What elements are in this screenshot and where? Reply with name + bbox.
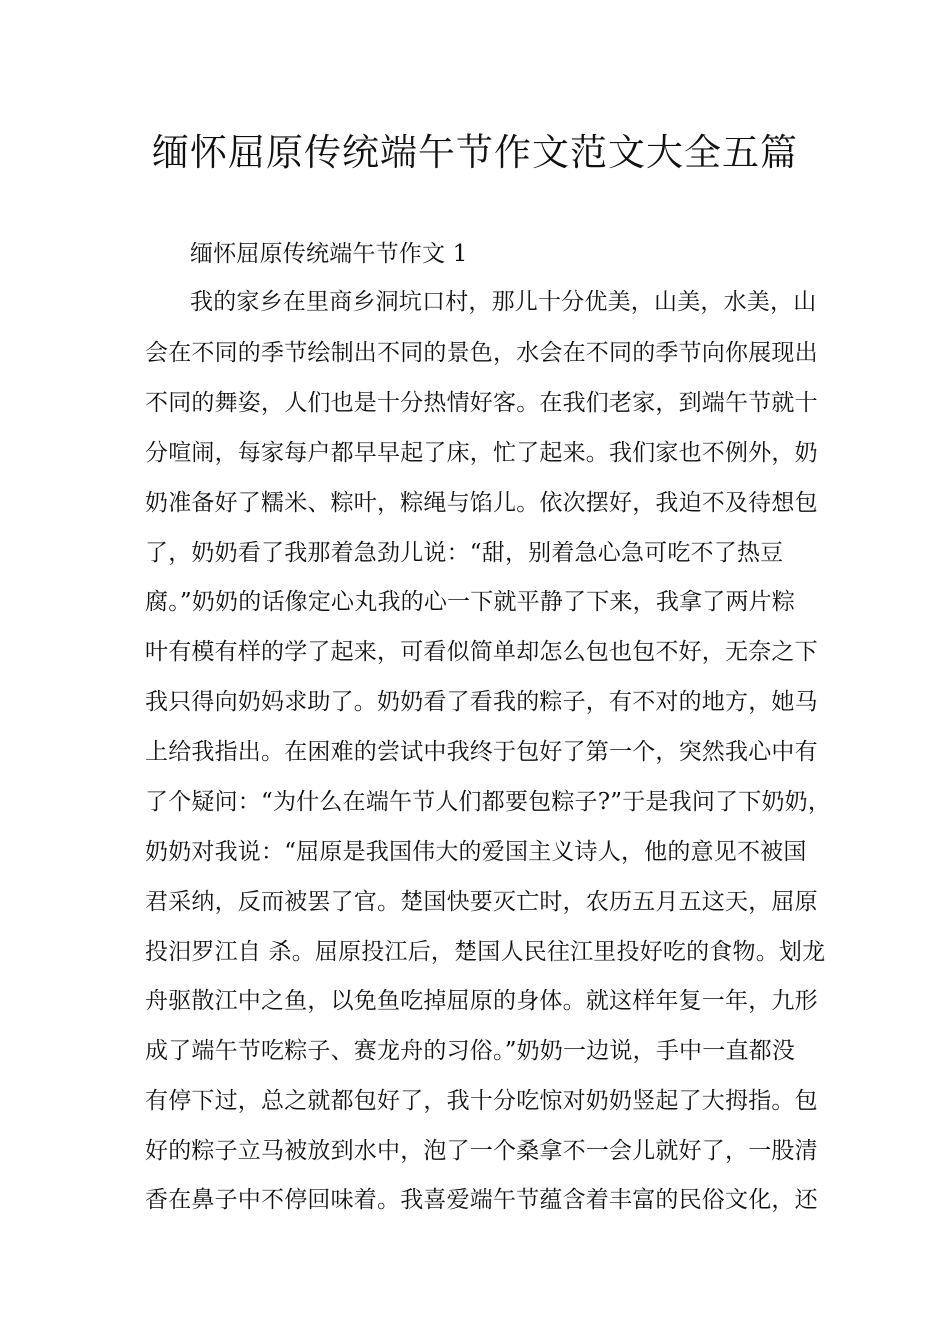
paragraph-line: 投汨罗江自 杀。屈原投江后，楚国人民往江里投好吃的食物。划龙: [145, 939, 826, 965]
paragraph-line: 奶奶对我说：“屈原是我国伟大的爱国主义诗人，他的意见不被国: [145, 839, 807, 865]
paragraph-line: 叶有模有样的学了起来，可看似简单却怎么包也包不好，无奈之下: [145, 639, 818, 665]
section-heading: 缅怀屈原传统端午节作文 1: [190, 241, 468, 267]
paragraph-line: 有停下过，总之就都包好了，我十分吃惊对奶奶竖起了大拇指。包: [145, 1088, 818, 1114]
paragraph-line: 舟驱散江中之鱼，以免鱼吃掉屈原的身体。就这样年复一年，九形: [145, 988, 818, 1014]
paragraph-line: 分喧闹，每家每户都早早起了床，忙了起来。我们家也不例外，奶: [145, 440, 818, 466]
paragraph-line: 腐。”奶奶的话像定心丸我的心一下就平静了下来，我拿了两片粽: [145, 589, 796, 615]
paragraph-line: 好的粽子立马被放到水中，泡了一个桑拿不一会儿就好了，一股清: [145, 1138, 818, 1164]
paragraph-line: 君采纳，反而被罢了官。楚国快要灭亡时，农历五月五这天，屈原: [145, 889, 818, 915]
paragraph-line: 奶准备好了糯米、粽叶，粽绳与馅儿。依次摆好，我迫不及待想包: [145, 490, 818, 516]
document-title: 缅怀屈原传统端午节作文范文大全五篇: [152, 131, 798, 174]
paragraph-line: 成了端午节吃粽子、赛龙舟的习俗。”奶奶一边说，手中一直都没: [145, 1038, 796, 1064]
paragraph-line: 我的家乡在里商乡洞坑口村，那儿十分优美，山美，水美，山: [190, 289, 817, 315]
paragraph-line: 了个疑问：“为什么在端午节人们都要包粽子?”于是我问了下奶奶，: [145, 789, 832, 815]
paragraph-line: 不同的舞姿，人们也是十分热情好客。在我们老家，到端午节就十: [145, 390, 818, 416]
paragraph-line: 我只得向奶妈求助了。奶奶看了看我的粽子，有不对的地方，她马: [145, 689, 818, 715]
paragraph-line: 会在不同的季节绘制出不同的景色，水会在不同的季节向你展现出: [145, 340, 818, 366]
paragraph-line: 了，奶奶看了我那着急劲儿说：“甜，别着急心急可吃不了热豆: [145, 540, 784, 566]
paragraph-line: 香在鼻子中不停回味着。我喜爱端午节蕴含着丰富的民俗文化，还: [145, 1187, 818, 1213]
paragraph-line: 上给我指出。在困难的尝试中我终于包好了第一个，突然我心中有: [145, 739, 818, 765]
